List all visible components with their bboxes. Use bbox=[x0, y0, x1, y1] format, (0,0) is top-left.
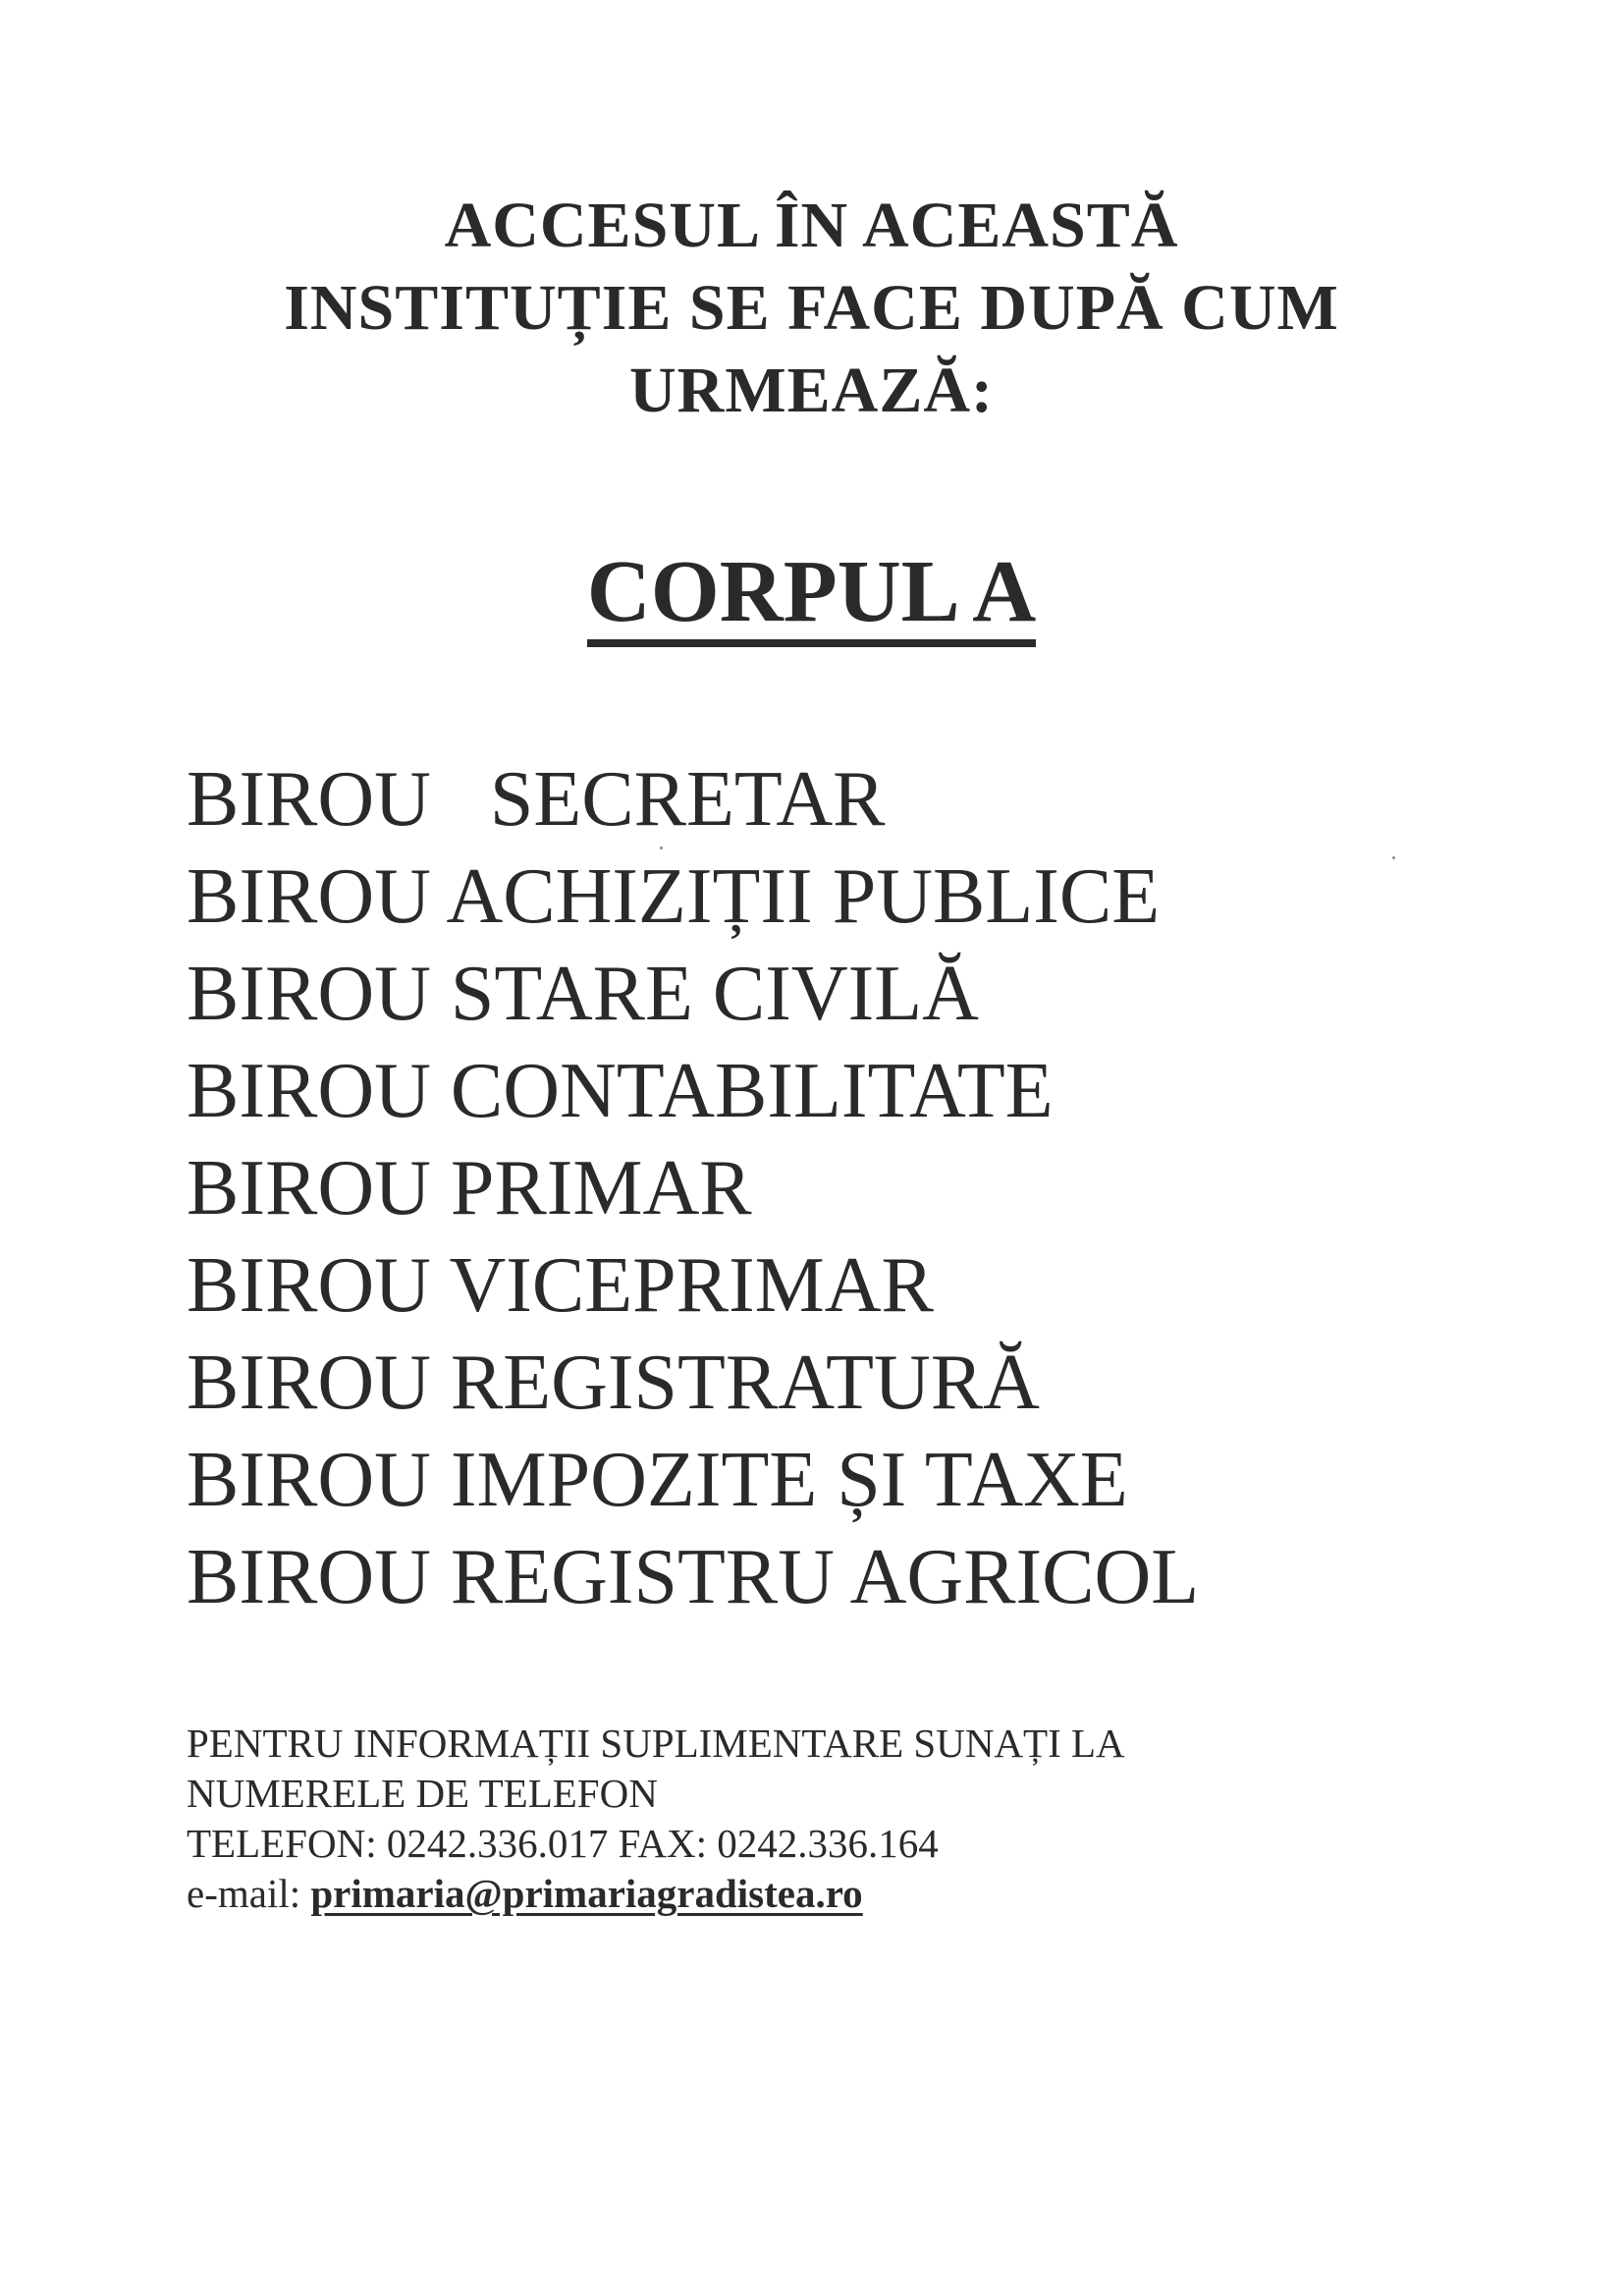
office-item-viceprimar: BIROU VICEPRIMAR bbox=[187, 1242, 934, 1329]
email-link[interactable]: primaria@primariagradistea.ro bbox=[310, 1871, 863, 1916]
scan-speck bbox=[660, 847, 663, 849]
office-item-primar: BIROU PRIMAR bbox=[187, 1145, 752, 1231]
heading-line-1: ACCESUL ÎN ACEASTĂ bbox=[444, 190, 1179, 261]
contact-email-line bbox=[187, 1869, 1561, 1919]
office-item-achizitii: BIROU ACHIZIȚII PUBLICE bbox=[187, 853, 1161, 940]
heading-line-2: INSTITUȚIE SE FACE DUPĂ CUM bbox=[284, 272, 1339, 344]
office-item-registratura: BIROU REGISTRATURĂ bbox=[187, 1339, 1040, 1426]
email-label: e-mail: bbox=[187, 1871, 311, 1916]
office-list bbox=[187, 751, 1561, 1626]
office-item-impozite: BIROU IMPOZITE ȘI TAXE bbox=[187, 1437, 1128, 1523]
contact-info bbox=[187, 1719, 1561, 1919]
office-item-stare-civila: BIROU STARE CIVILĂ bbox=[187, 951, 979, 1037]
heading-line-3: URMEAZĂ: bbox=[629, 355, 994, 426]
page-heading bbox=[0, 185, 1623, 432]
contact-line-2: NUMERELE DE TELEFON bbox=[187, 1771, 658, 1816]
office-item-secretar: BIROU SECRETAR bbox=[187, 756, 886, 843]
office-item-contabilitate: BIROU CONTABILITATE bbox=[187, 1048, 1054, 1134]
section-title bbox=[0, 538, 1623, 647]
office-item-registru-agricol: BIROU REGISTRU AGRICOL bbox=[187, 1534, 1200, 1620]
scan-speck bbox=[1392, 856, 1395, 859]
contact-phone-line: TELEFON: 0242.336.017 FAX: 0242.336.164 bbox=[187, 1821, 939, 1866]
section-title-text: CORPUL A bbox=[587, 545, 1037, 647]
contact-line-1: PENTRU INFORMAȚII SUPLIMENTARE SUNAȚI LA bbox=[187, 1721, 1125, 1766]
